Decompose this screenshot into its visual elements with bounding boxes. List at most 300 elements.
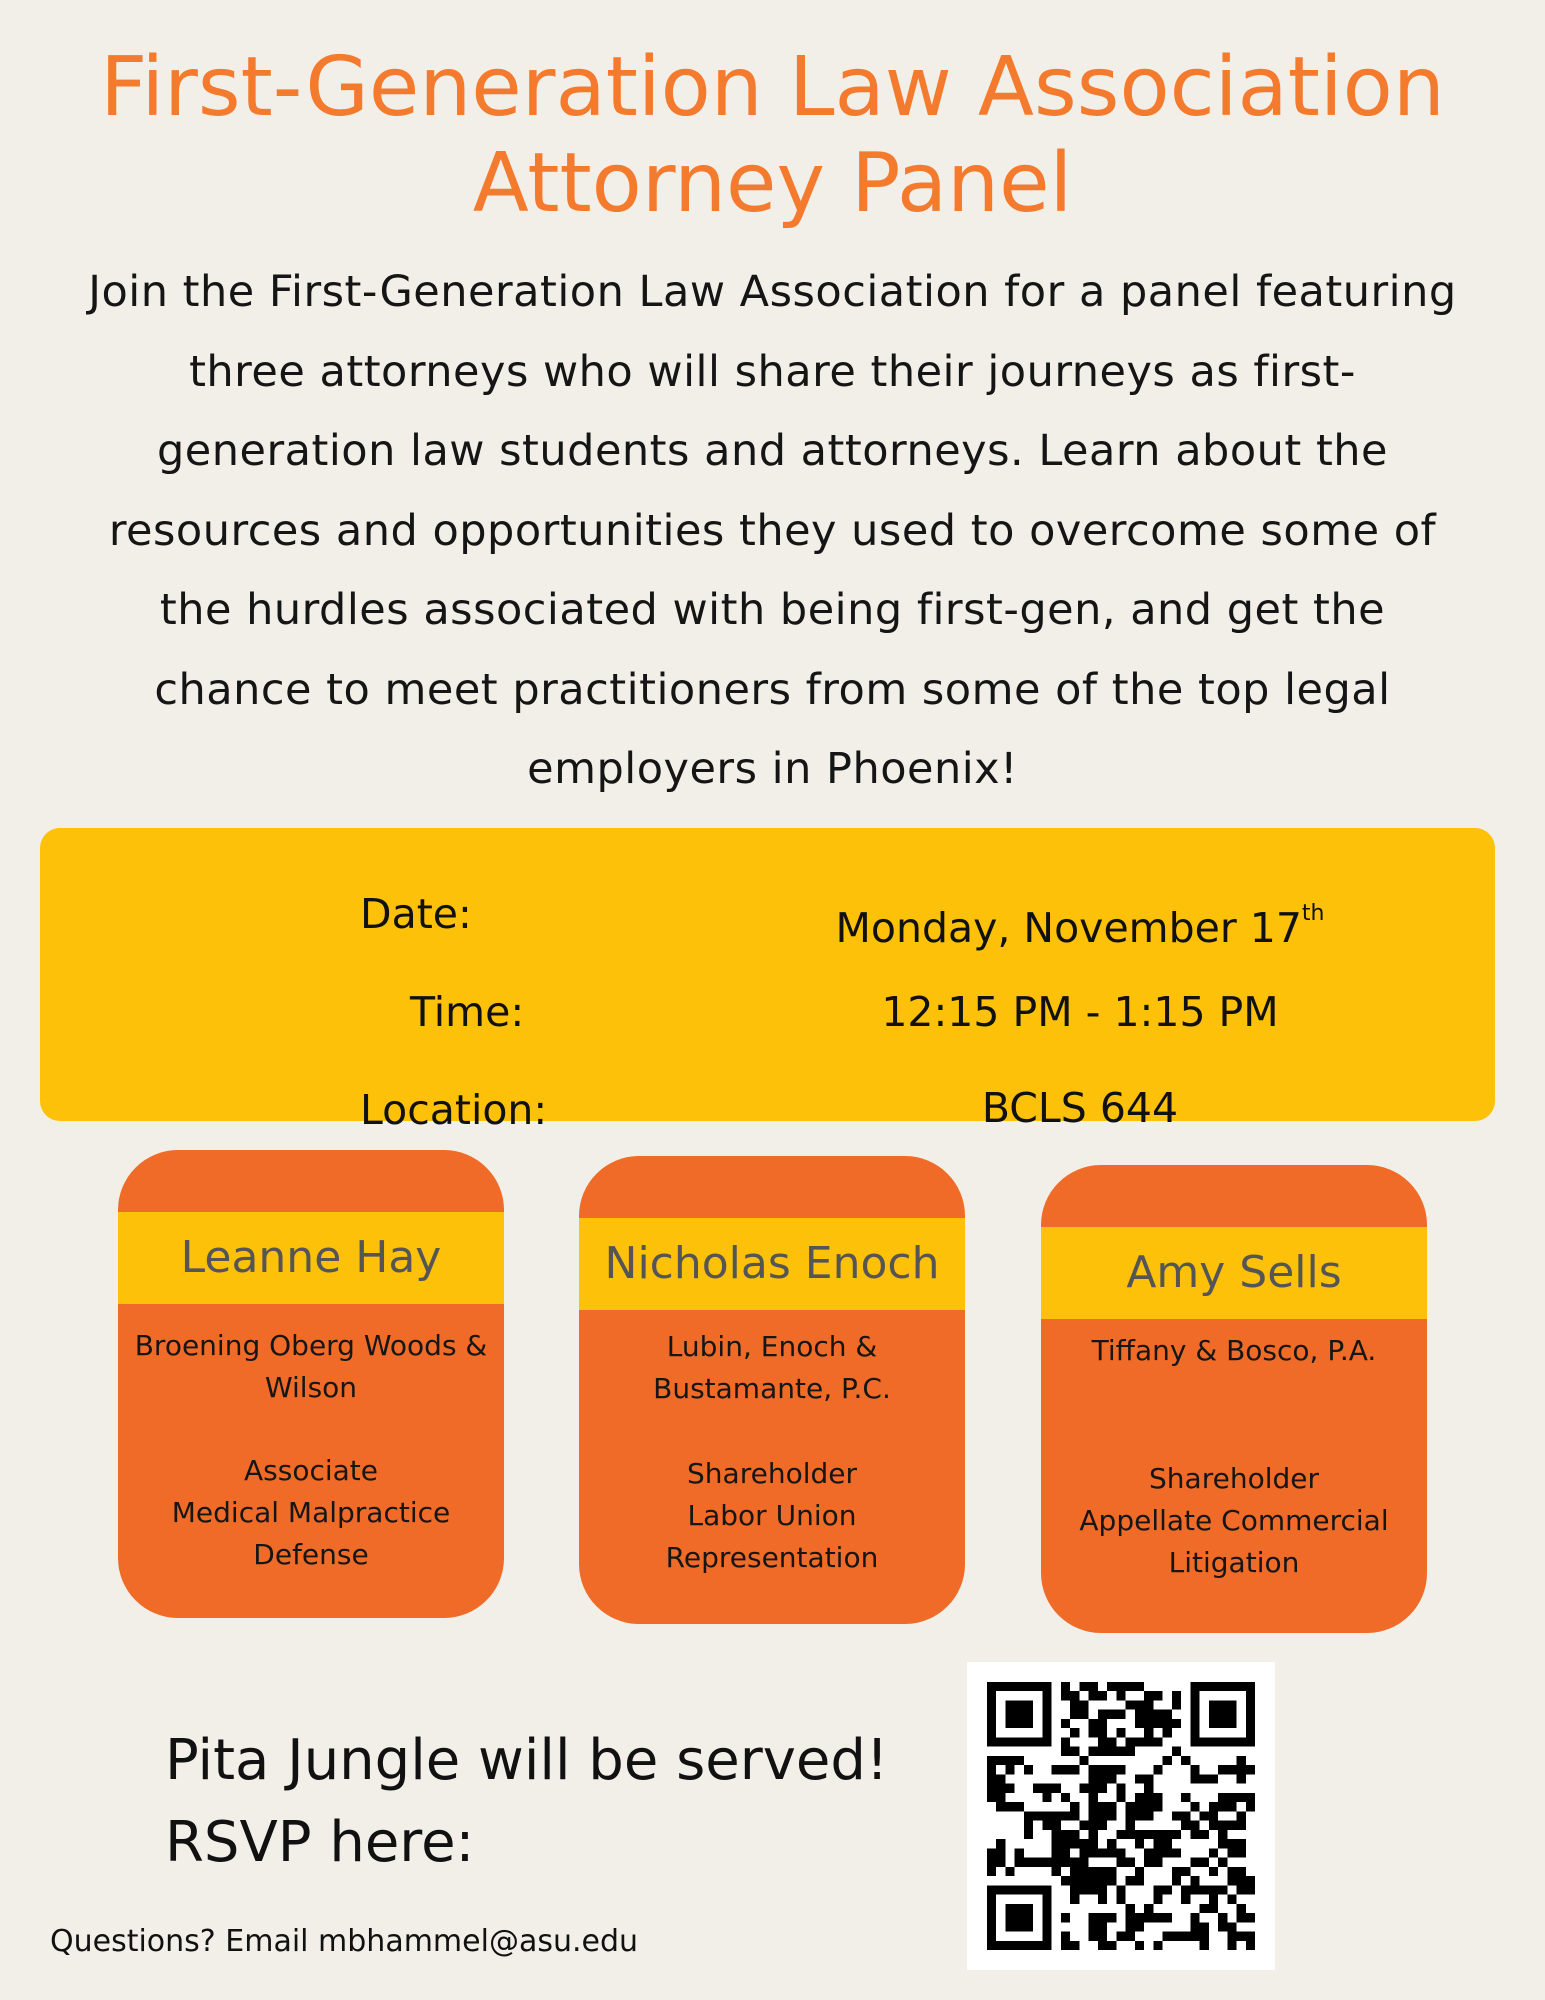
qr-module: [1005, 1802, 1014, 1811]
qr-module: [1015, 1941, 1024, 1950]
qr-module: [1237, 1932, 1246, 1941]
qr-module: [1200, 1811, 1209, 1820]
qr-module: [1061, 1932, 1070, 1941]
qr-module: [1135, 1913, 1144, 1922]
qr-module: [1005, 1765, 1014, 1774]
qr-module: [996, 1941, 1005, 1950]
qr-module: [1246, 1802, 1255, 1811]
qr-module: [987, 1885, 996, 1894]
qr-module: [1089, 1876, 1098, 1885]
qr-module: [1126, 1737, 1135, 1746]
qr-module: [1126, 1932, 1135, 1941]
qr-module: [1079, 1885, 1088, 1894]
qr-module: [1218, 1710, 1227, 1719]
qr-module: [1015, 1719, 1024, 1728]
panelist-practice-1: Appellate Commercial: [1079, 1504, 1389, 1537]
qr-module: [1015, 1904, 1024, 1913]
qr-module: [1079, 1876, 1088, 1885]
qr-module: [1098, 1728, 1107, 1737]
qr-module: [1246, 1913, 1255, 1922]
qr-module: [1200, 1885, 1209, 1894]
qr-module: [987, 1941, 996, 1950]
qr-module: [1079, 1700, 1088, 1709]
qr-module: [1005, 1913, 1014, 1922]
qr-module: [1061, 1691, 1070, 1700]
qr-module: [1089, 1691, 1098, 1700]
qr-module: [1070, 1728, 1079, 1737]
qr-module: [1246, 1941, 1255, 1950]
qr-module: [987, 1682, 996, 1691]
qr-module: [1042, 1793, 1051, 1802]
qr-module: [1190, 1765, 1199, 1774]
qr-module: [1144, 1691, 1153, 1700]
qr-module: [1144, 1830, 1153, 1839]
qr-module: [1098, 1922, 1107, 1931]
qr-module: [1163, 1839, 1172, 1848]
qr-module: [1126, 1858, 1135, 1867]
qr-module: [1227, 1793, 1236, 1802]
qr-module: [987, 1737, 996, 1746]
qr-module: [1089, 1811, 1098, 1820]
qr-module: [1190, 1922, 1199, 1931]
qr-module: [1061, 1941, 1070, 1950]
qr-module: [1126, 1913, 1135, 1922]
qr-module: [1079, 1710, 1088, 1719]
qr-module: [1015, 1922, 1024, 1931]
qr-module: [1052, 1765, 1061, 1774]
qr-module: [1061, 1737, 1070, 1746]
qr-module: [1209, 1682, 1218, 1691]
qr-module: [1144, 1728, 1153, 1737]
panelist-name: Leanne Hay: [118, 1212, 504, 1304]
qr-module: [1181, 1895, 1190, 1904]
qr-module: [1024, 1922, 1033, 1931]
qr-module: [1135, 1719, 1144, 1728]
qr-module: [1135, 1941, 1144, 1950]
qr-module: [1015, 1913, 1024, 1922]
qr-module: [1237, 1682, 1246, 1691]
qr-module: [1135, 1811, 1144, 1820]
qr-module: [1107, 1747, 1116, 1756]
qr-module: [1070, 1867, 1079, 1876]
qr-module: [1079, 1858, 1088, 1867]
qr-module: [1227, 1682, 1236, 1691]
qr-module: [1024, 1811, 1033, 1820]
qr-module: [1042, 1932, 1051, 1941]
qr-module: [1237, 1737, 1246, 1746]
qr-module: [996, 1802, 1005, 1811]
qr-module: [1061, 1811, 1070, 1820]
qr-module: [1070, 1895, 1079, 1904]
qr-module: [1163, 1728, 1172, 1737]
qr-module: [1218, 1821, 1227, 1830]
qr-module: [1070, 1941, 1079, 1950]
qr-module: [1116, 1728, 1125, 1737]
qr-module: [1015, 1737, 1024, 1746]
qr-module: [996, 1858, 1005, 1867]
qr-module: [1116, 1682, 1125, 1691]
qr-module: [1089, 1848, 1098, 1857]
qr-module: [996, 1848, 1005, 1857]
qr-module: [1089, 1793, 1098, 1802]
qr-module: [1116, 1765, 1125, 1774]
qr-module: [1153, 1895, 1162, 1904]
qr-module: [1190, 1876, 1199, 1885]
qr-module: [1126, 1747, 1135, 1756]
qr-module: [1135, 1839, 1144, 1848]
qr-module: [1135, 1737, 1144, 1746]
qr-module: [1089, 1885, 1098, 1894]
qr-module: [1070, 1876, 1079, 1885]
qr-module: [996, 1885, 1005, 1894]
qr-module: [1042, 1941, 1051, 1950]
panelist-title: Shareholder: [687, 1457, 857, 1490]
qr-module: [1153, 1858, 1162, 1867]
qr-module: [1107, 1941, 1116, 1950]
qr-module: [1200, 1774, 1209, 1783]
qr-module: [1144, 1802, 1153, 1811]
qr-module: [1052, 1858, 1061, 1867]
qr-module: [1153, 1830, 1162, 1839]
qr-module: [1098, 1876, 1107, 1885]
qr-module: [1237, 1821, 1246, 1830]
qr-module: [1061, 1719, 1070, 1728]
qr-module: [1209, 1700, 1218, 1709]
qr-module: [1116, 1885, 1125, 1894]
qr-module: [1190, 1710, 1199, 1719]
qr-module: [1107, 1867, 1116, 1876]
qr-module: [1089, 1830, 1098, 1839]
qr-module: [1005, 1941, 1014, 1950]
qr-module: [1042, 1728, 1051, 1737]
panelist-name: Amy Sells: [1041, 1227, 1427, 1319]
title-line-1: First-Generation Law Association: [100, 40, 1445, 135]
qr-module: [1181, 1793, 1190, 1802]
qr-module: [1227, 1710, 1236, 1719]
qr-module: [1246, 1719, 1255, 1728]
qr-module: [1107, 1765, 1116, 1774]
qr-module: [1200, 1682, 1209, 1691]
qr-module: [1070, 1710, 1079, 1719]
qr-module: [1061, 1830, 1070, 1839]
qr-module: [1172, 1830, 1181, 1839]
qr-module: [1190, 1913, 1199, 1922]
qr-module: [1163, 1913, 1172, 1922]
qr-module: [1089, 1682, 1098, 1691]
qr-module: [1218, 1700, 1227, 1709]
rsvp-qr-code[interactable]: [967, 1662, 1275, 1970]
qr-module: [1200, 1922, 1209, 1931]
qr-module: [1237, 1867, 1246, 1876]
qr-module: [1246, 1691, 1255, 1700]
qr-module: [1116, 1830, 1125, 1839]
qr-module: [1237, 1793, 1246, 1802]
qr-module: [987, 1913, 996, 1922]
qr-module: [1172, 1691, 1181, 1700]
qr-module: [1116, 1848, 1125, 1857]
qr-module: [1024, 1885, 1033, 1894]
qr-module: [1209, 1774, 1218, 1783]
qr-module: [1126, 1876, 1135, 1885]
qr-module: [1098, 1913, 1107, 1922]
qr-module: [1144, 1904, 1153, 1913]
qr-module: [1042, 1904, 1051, 1913]
qr-module: [1005, 1682, 1014, 1691]
qr-module: [1033, 1885, 1042, 1894]
qr-module: [1144, 1737, 1153, 1746]
qr-module: [1098, 1710, 1107, 1719]
qr-module: [1190, 1821, 1199, 1830]
qr-module: [1172, 1811, 1181, 1820]
qr-module: [1098, 1848, 1107, 1857]
qr-module: [987, 1867, 996, 1876]
qr-module: [1209, 1848, 1218, 1857]
qr-module: [1033, 1858, 1042, 1867]
qr-module: [1246, 1885, 1255, 1894]
panelist-card: [1041, 1165, 1427, 1633]
qr-module: [996, 1737, 1005, 1746]
qr-module: [1024, 1830, 1033, 1839]
qr-module: [1089, 1913, 1098, 1922]
qr-module: [1144, 1700, 1153, 1709]
qr-module: [987, 1922, 996, 1931]
event-description: Join the First-Generation Law Association for a panel featuring three attorneys who will share their journeys as first-generation law students and attorneys. Learn about the resources and opportunities they used to overcome some of the hurdles associated with being first-gen, and get the chance to meet practitioners from some of the top legal employers in Phoenix!: [88, 267, 1457, 794]
qr-module: [1107, 1913, 1116, 1922]
qr-module: [1181, 1932, 1190, 1941]
qr-module: [1153, 1839, 1162, 1848]
qr-module: [1218, 1922, 1227, 1931]
qr-module: [1144, 1710, 1153, 1719]
panelist-card: [579, 1156, 965, 1624]
qr-module: [1052, 1821, 1061, 1830]
qr-module: [1098, 1811, 1107, 1820]
qr-module: [1227, 1867, 1236, 1876]
qr-module: [1098, 1747, 1107, 1756]
qr-module: [1163, 1848, 1172, 1857]
qr-module: [1098, 1802, 1107, 1811]
qr-module: [987, 1719, 996, 1728]
qr-module: [1227, 1895, 1236, 1904]
qr-module: [1200, 1858, 1209, 1867]
qr-module: [1052, 1830, 1061, 1839]
qr-module: [1126, 1700, 1135, 1709]
qr-module: [1246, 1932, 1255, 1941]
qr-module: [1042, 1691, 1051, 1700]
qr-module: [1209, 1821, 1218, 1830]
qr-module: [1042, 1737, 1051, 1746]
qr-module: [1200, 1737, 1209, 1746]
qr-module: [1052, 1839, 1061, 1848]
qr-module: [1089, 1867, 1098, 1876]
qr-module: [1070, 1830, 1079, 1839]
qr-module: [1015, 1802, 1024, 1811]
qr-module: [1042, 1719, 1051, 1728]
qr-module: [1089, 1932, 1098, 1941]
qr-module: [1237, 1904, 1246, 1913]
qr-module: [1042, 1811, 1051, 1820]
qr-module: [1024, 1765, 1033, 1774]
qr-module: [1015, 1756, 1024, 1765]
contact-email: Questions? Email mbhammel@asu.edu: [50, 1924, 639, 1959]
qr-module: [1190, 1774, 1199, 1783]
qr-module: [1042, 1784, 1051, 1793]
panelist-practice-2: Representation: [665, 1541, 879, 1574]
qr-module: [1005, 1700, 1014, 1709]
qr-module: [1024, 1858, 1033, 1867]
qr-module: [1237, 1756, 1246, 1765]
qr-module: [1227, 1932, 1236, 1941]
qr-module: [1153, 1885, 1162, 1894]
qr-module: [1218, 1839, 1227, 1848]
qr-module: [1116, 1858, 1125, 1867]
qr-module: [1089, 1765, 1098, 1774]
qr-module: [1061, 1747, 1070, 1756]
qr-module: [1237, 1913, 1246, 1922]
qr-module: [1218, 1913, 1227, 1922]
qr-module: [1172, 1719, 1181, 1728]
qr-module: [1070, 1811, 1079, 1820]
qr-module: [996, 1774, 1005, 1783]
qr-module: [1024, 1700, 1033, 1709]
qr-module: [1163, 1710, 1172, 1719]
qr-module: [1200, 1830, 1209, 1839]
qr-module: [1209, 1885, 1218, 1894]
qr-module: [1015, 1885, 1024, 1894]
qr-module: [1218, 1765, 1227, 1774]
qr-module: [1153, 1710, 1162, 1719]
qr-module: [1135, 1867, 1144, 1876]
time-value: 12:15 PM - 1:15 PM: [881, 988, 1279, 1036]
qr-module: [1033, 1682, 1042, 1691]
qr-module: [1042, 1710, 1051, 1719]
qr-module: [1246, 1682, 1255, 1691]
qr-module: [1089, 1821, 1098, 1830]
qr-module: [1107, 1802, 1116, 1811]
panelist-practice-2: Defense: [253, 1538, 369, 1571]
qr-module: [1227, 1737, 1236, 1746]
qr-module: [987, 1765, 996, 1774]
qr-module: [1135, 1876, 1144, 1885]
qr-module: [1052, 1811, 1061, 1820]
qr-module: [1172, 1848, 1181, 1857]
location-row: [40, 1080, 1495, 1140]
qr-module: [1107, 1848, 1116, 1857]
qr-module: [1089, 1922, 1098, 1931]
qr-module: [1116, 1932, 1125, 1941]
qr-module: [1005, 1756, 1014, 1765]
date-value: Monday, November 17th: [835, 901, 1325, 952]
qr-module: [1237, 1839, 1246, 1848]
qr-module: [1172, 1876, 1181, 1885]
qr-module: [1144, 1793, 1153, 1802]
qr-module: [1218, 1858, 1227, 1867]
panelist-role: [1047, 1458, 1421, 1584]
qr-module: [1015, 1682, 1024, 1691]
qr-module: [1163, 1932, 1172, 1941]
qr-module: [1079, 1756, 1088, 1765]
qr-module: [1079, 1848, 1088, 1857]
panelist-role: [124, 1450, 498, 1576]
qr-module: [1098, 1821, 1107, 1830]
qr-module: [1079, 1867, 1088, 1876]
qr-module: [1190, 1830, 1199, 1839]
qr-module: [1098, 1784, 1107, 1793]
qr-module: [1033, 1811, 1042, 1820]
qr-module: [1024, 1710, 1033, 1719]
qr-module: [1070, 1858, 1079, 1867]
qr-module: [1190, 1932, 1199, 1941]
food-rsvp-text: [165, 1720, 965, 1884]
qr-module: [1227, 1922, 1236, 1931]
qr-module: [1153, 1737, 1162, 1746]
panelist-firm: Broening Oberg Woods & Wilson: [134, 1329, 488, 1404]
date-row: [40, 884, 1495, 952]
qr-module: [1209, 1811, 1218, 1820]
qr-module: [987, 1774, 996, 1783]
qr-module: [1005, 1737, 1014, 1746]
qr-module: [987, 1691, 996, 1700]
panelist-practice-1: Medical Malpractice: [171, 1496, 451, 1529]
qr-module: [1070, 1885, 1079, 1894]
panelist-firm: Lubin, Enoch & Bustamante, P.C.: [653, 1330, 891, 1405]
qr-module: [1144, 1774, 1153, 1783]
qr-module: [1126, 1830, 1135, 1839]
qr-module: [1061, 1793, 1070, 1802]
qr-module: [1107, 1876, 1116, 1885]
time-label: Time:: [410, 988, 525, 1036]
qr-module: [987, 1756, 996, 1765]
qr-module: [1200, 1932, 1209, 1941]
qr-module: [1181, 1867, 1190, 1876]
qr-module: [1015, 1848, 1024, 1857]
qr-module: [987, 1784, 996, 1793]
qr-module: [1153, 1765, 1162, 1774]
qr-module: [1042, 1922, 1051, 1931]
qr-module: [996, 1784, 1005, 1793]
qr-module: [1024, 1904, 1033, 1913]
qr-module: [1098, 1774, 1107, 1783]
qr-module: [1033, 1737, 1042, 1746]
qr-module: [1089, 1728, 1098, 1737]
qr-module: [1126, 1682, 1135, 1691]
qr-module: [1237, 1765, 1246, 1774]
qr-module: [1015, 1710, 1024, 1719]
qr-module: [1042, 1682, 1051, 1691]
date-label: Date:: [360, 890, 472, 938]
qr-module: [1153, 1691, 1162, 1700]
qr-module: [1079, 1821, 1088, 1830]
qr-module: [1116, 1747, 1125, 1756]
qr-module: [1200, 1904, 1209, 1913]
qr-module: [1042, 1858, 1051, 1867]
title-line-2: Attorney Panel: [472, 136, 1073, 231]
qr-module: [987, 1793, 996, 1802]
qr-module: [1042, 1913, 1051, 1922]
qr-module: [1070, 1747, 1079, 1756]
qr-module: [1144, 1811, 1153, 1820]
qr-module: [1135, 1710, 1144, 1719]
qr-module: [1052, 1784, 1061, 1793]
qr-module: [1181, 1885, 1190, 1894]
qr-module: [1246, 1737, 1255, 1746]
qr-module: [1246, 1728, 1255, 1737]
qr-module: [1237, 1848, 1246, 1857]
qr-module: [987, 1858, 996, 1867]
qr-module: [987, 1848, 996, 1857]
qr-module: [1209, 1904, 1218, 1913]
qr-module: [1098, 1941, 1107, 1950]
qr-module: [1098, 1691, 1107, 1700]
